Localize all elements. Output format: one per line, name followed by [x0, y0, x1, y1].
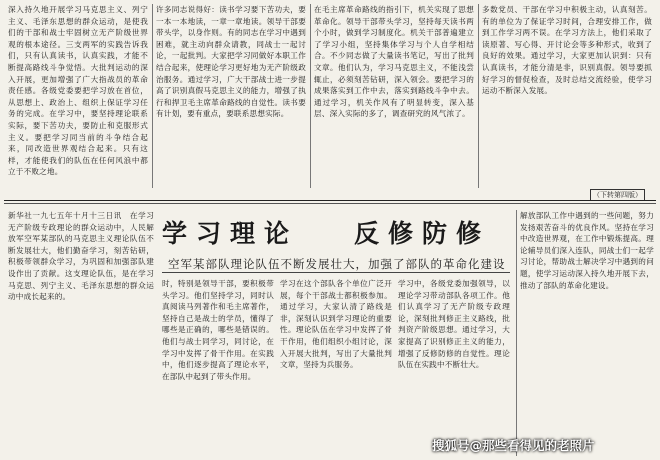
watermark-text: 搜狐号@那些看得见的老照片: [432, 438, 595, 453]
subheadline: 空军某部队理论队伍不断发展壮大，加强了部队的革命化建设: [168, 257, 506, 271]
column-divider: [516, 210, 517, 456]
top-article-column-4: 多数党员、干部在学习中积极主动，认真刻苦。有的单位为了保证学习时间，合理安排工作，做到工作学习两不误。在学习方法上，他们采取了读原著、写心得、开讨论会等多种形式，收到了良好的效果。通过学习，大家更加认识到：只有认真读书，才能分清是非，识别真假。领导要抓好学习的督促检查，及时总结交流经验，使学习运动不断深入发展。: [482, 5, 652, 96]
column-divider: [152, 4, 153, 188]
column-divider: [478, 4, 479, 188]
top-article-column-3: 在毛主席革命路线的指引下，机关实现了思想革命化。领导干部带头学习，坚持每天读书两个小时，做到学习制度化。机关干部普遍建立了学习小组，坚持集体学习与个人自学相结合。不少同志做了大量读书笔记，写出了批判文章。他们认为，学习马克思主义，不能浅尝辄止，必须刻苦钻研，深入领会。要把学习的成果落实到工作中去，落实到路线斗争中去。通过学习，机关作风有了明显转变，深入基层、深入实际的多了，调查研究的风气浓了。: [314, 5, 474, 119]
continued-on-page-label: （下转第四版）: [590, 189, 645, 201]
top-article-column-1: 深入持久地开展学习马克思主义、列宁主义、毛泽东思想的群众运动，是使我们的干部和战士牢固树立无产阶级世界观的根本途径。三支两军的实践告诉我们，只有认真读书，认真实践，才能不断提高路线斗争觉悟。大批判运动的深入开展，更加增强了广大指战员的革命责任感。各级党委要把学习放在首位，从思想上、政治上、组织上保证学习任务的完成。在学习中，要坚持理论联系实际，要下苦功夫，要防止和克服形式主义。要把学习同当前的斗争结合起来，同改造世界观结合起来。只有这样，才能使我们的队伍在任何风浪中都立于不败之地。: [8, 5, 148, 177]
column-divider: [310, 4, 311, 188]
headline-underline: [162, 272, 510, 273]
top-article-column-2: 许多同志说得好：读书学习要下苦功夫，要一本一本地读，一章一章地读。领导干部要带头学，以身作则。有的同志在学习中遇到困难，就主动向群众请教，同战士一起讨论，一起批判。大家把学习同做好本职工作结合起来，使理论学习更好地为无产阶级政治服务。通过学习，广大干部战士进一步提高了识别真假马克思主义的能力，增强了执行和捍卫毛主席革命路线的自觉性。读书要有计划，要有重点，要联系思想实际。: [156, 5, 306, 119]
article-column-2: 时，特别是领导干部，要积极带头学习。他们坚持学习，同时认真阅读马列著作和毛主席著作，坚持自己是战士的学员，懂得了哪些是正确的，哪些是错误的。他们与战士同学习，同讨论，在学习中发挥了骨干作用。在实践中，他们逐步提高了理论水平，在部队中起到了带头作用。: [162, 279, 274, 381]
headline-banner: [162, 214, 510, 254]
article-column-5: 解放部队工作中遇到的一些问题，努力发扬艰苦奋斗的优良作风。坚持在学习中改造世界观，在工作中锻炼提高。理论辅导员们深入连队，同战士们一起学习讨论，帮助战士解决学习中遇到的问题，使学习运动深入持久地开展下去，推动了部队的革命化建设。: [520, 211, 654, 290]
section-rule: [4, 200, 656, 201]
article-column-4: 学习中，各级党委加强领导，以理论学习带动部队各项工作。他们认真学习了无产阶级专政理论，深刻批判修正主义路线，批判资产阶级思想。通过学习，大家提高了识别修正主义的能力，增强了反修防修的自觉性。理论队伍在实践中不断壮大。: [398, 279, 510, 370]
headline-right: 反修防修: [354, 219, 491, 248]
headline-left: 学习理论: [162, 219, 299, 248]
article-intro-column: 新华社一九七五年十月十三日讯 在学习无产阶级专政理论的群众运动中，人民解放军空军某部队的马克思主义理论队伍不断发展壮大，他们勤奋学习，刻苦钻研，积极带领群众学习，为巩固和加强部队建设作出了贡献。这支理论队伍，是在学习马克思、列宁主义、毛泽东思想的群众运动中成长起来的。: [8, 211, 154, 302]
article-column-3: 学习在这个部队各个单位广泛开展，每个干部战士都积极参加。通过学习，大家认清了路线是非，深刻认识到学习理论的重要性。理论队伍在学习中发挥了骨干作用，他们组织小组讨论，深入开展大批判，写出了大量批判文章，坚持为兵服务。: [280, 279, 392, 370]
section-rule-thin: [4, 203, 656, 204]
